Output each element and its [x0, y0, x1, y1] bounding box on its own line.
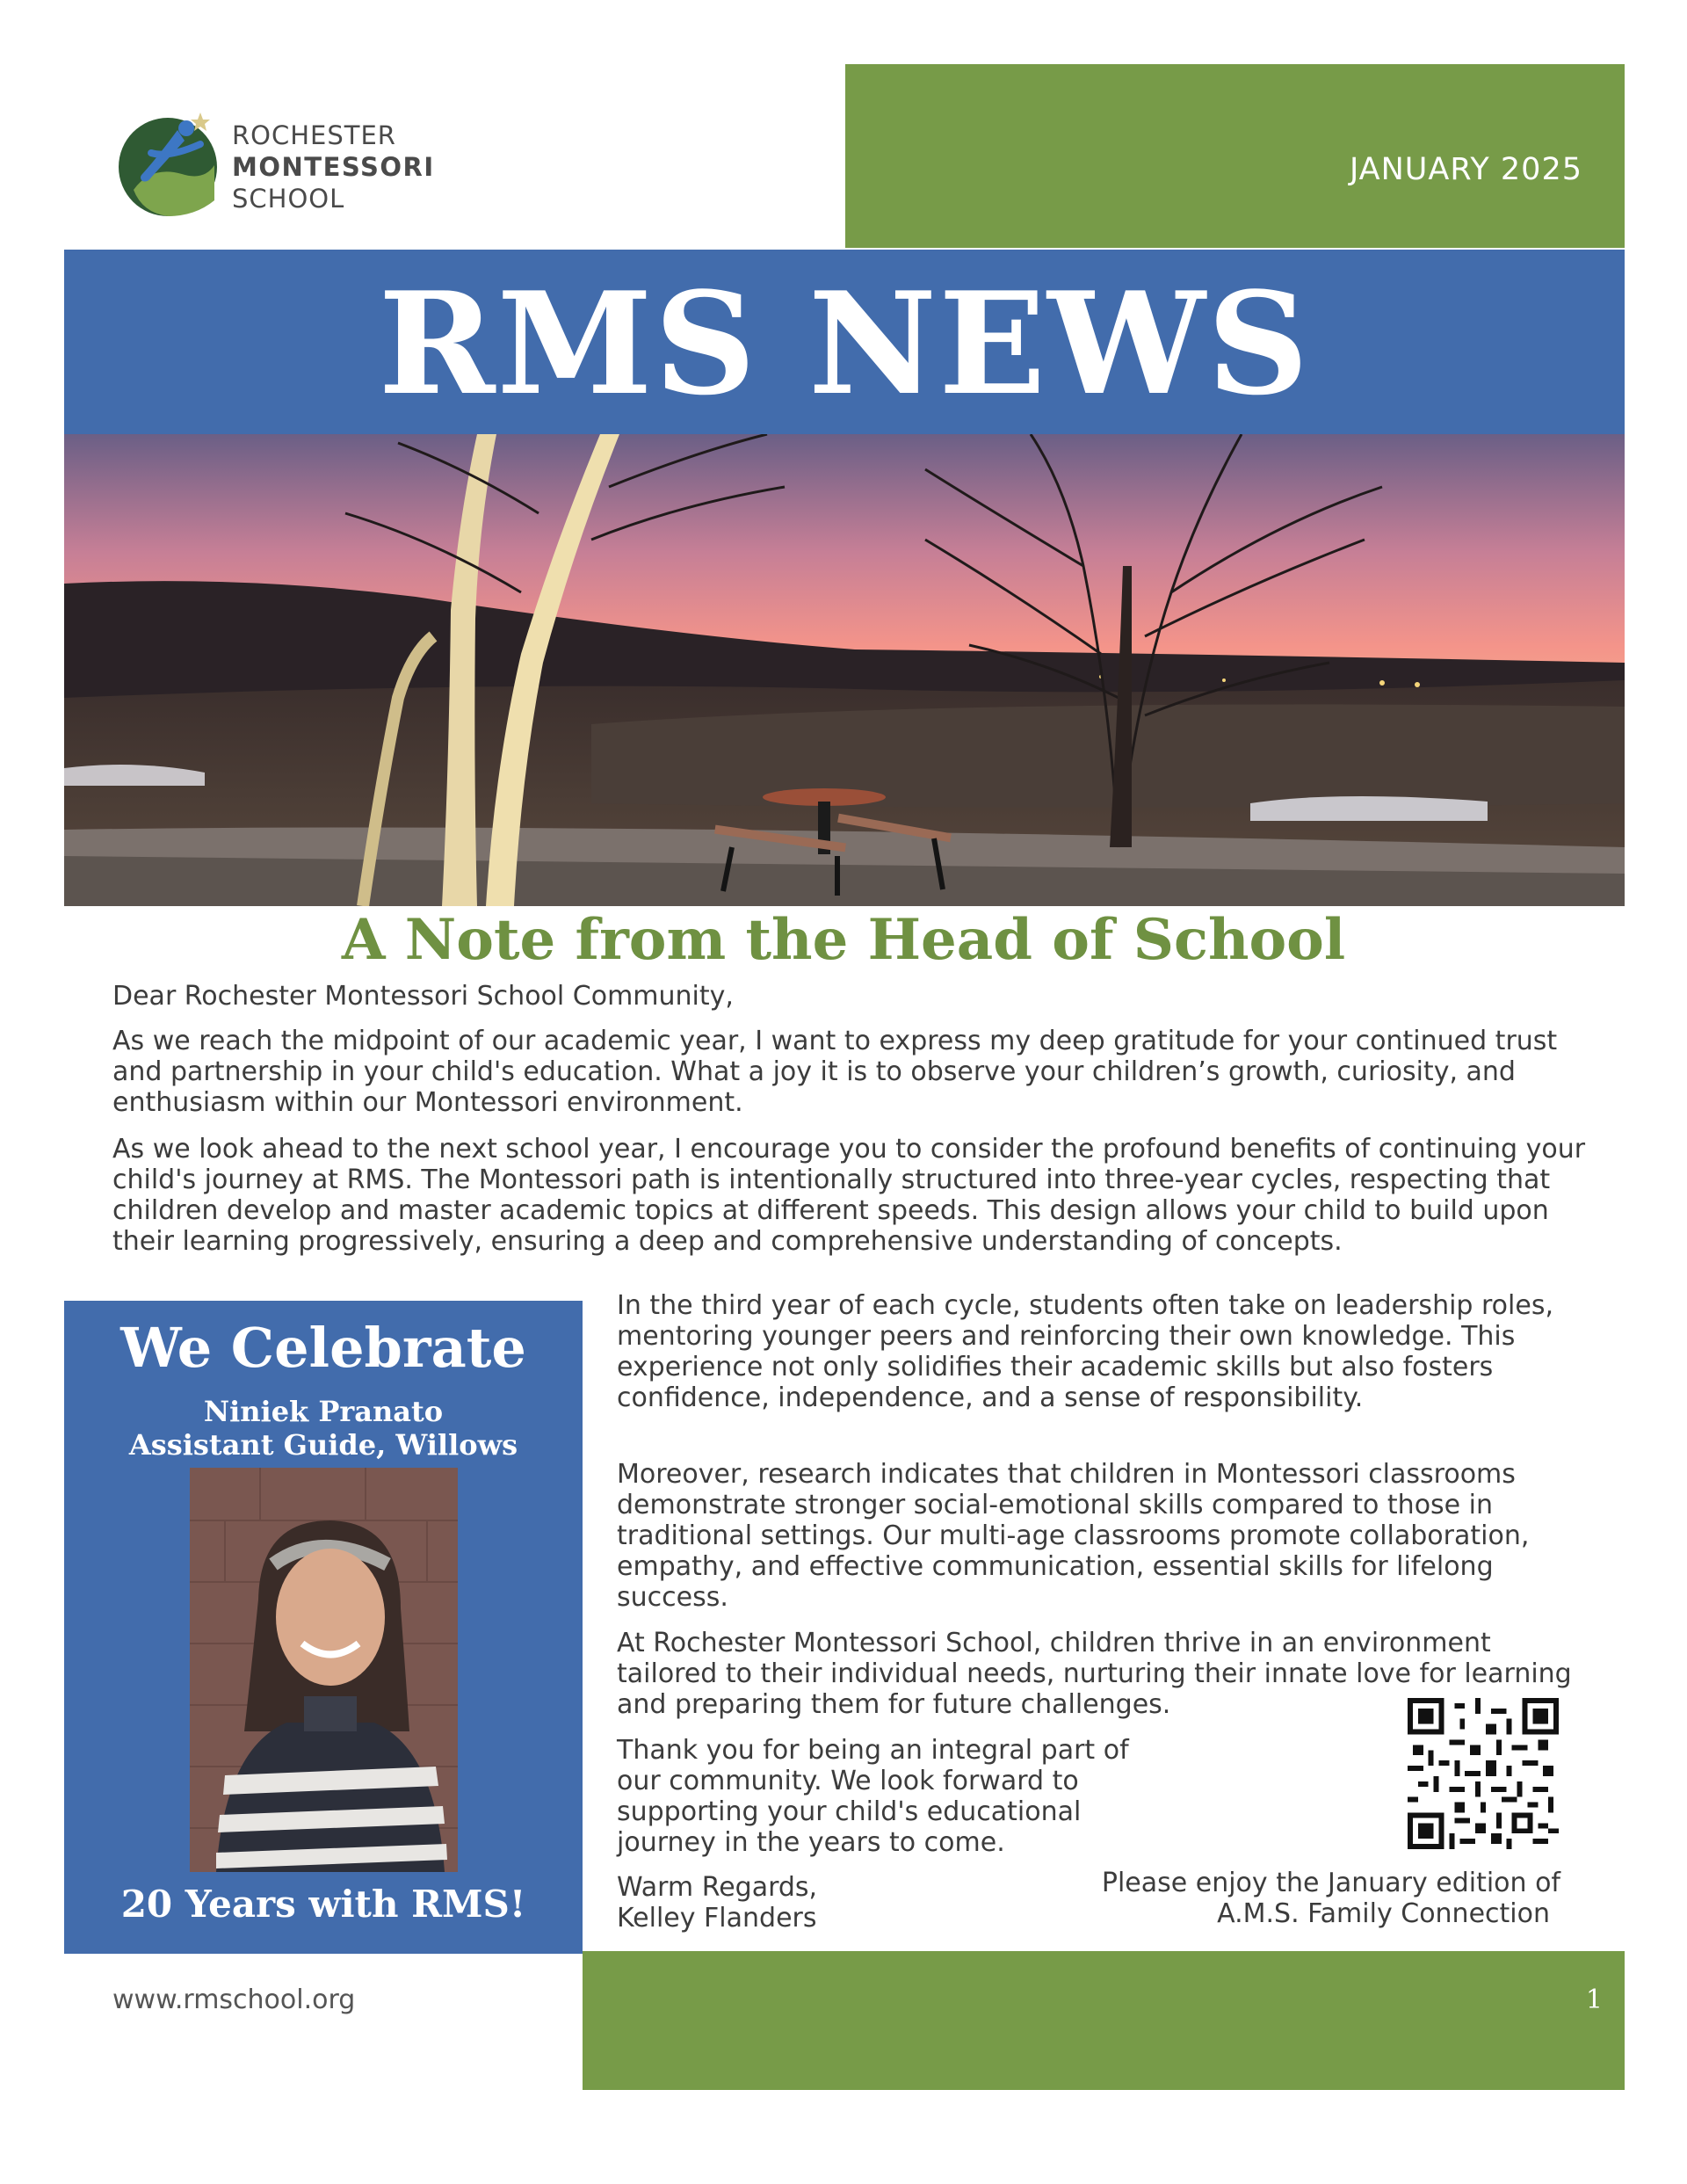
honoree-photo	[190, 1468, 458, 1872]
note-paragraph-2: As we look ahead to the next school year, I encourage you to consider the profound benefits of continuing your child's journey at RMS. The Montessori path is intentionally structured into three-year cycles, respecting that children develop and master academic topics at different speeds. This design allows your child to build upon their learning progressively, ensuring a deep and comprehensive understanding of concepts.	[112, 1134, 1586, 1257]
logo-line-school: SCHOOL	[232, 184, 345, 214]
celebrate-honoree	[64, 1395, 583, 1462]
note-paragraph-1: As we reach the midpoint of our academic year, I want to express my deep gratitude for your continued trust and partnership in your child's education. What a joy it is to observe your children’s growth, curiosity, and enthusiasm within our Montessori environment.	[112, 1026, 1558, 1118]
footer-green-block	[583, 1951, 1625, 2090]
celebrate-box	[64, 1301, 583, 1954]
note-paragraph-5: At Rochester Montessori School, children thrive in an environment tailored to their individual needs, nurturing their innate love for learning and preparing them for future challenges.	[617, 1628, 1572, 1720]
celebrate-title: We Celebrate	[120, 1316, 526, 1380]
enjoy-line-1: Please enjoy the January edition of	[1101, 1868, 1560, 1898]
family-connection-note	[1010, 1868, 1560, 1929]
closing-regards: Warm Regards,	[617, 1872, 818, 1903]
header-green-block	[845, 64, 1625, 248]
note-paragraph-6: Thank you for being an integral part of our community. We look forward to supporting your child's educational journey in the years to come.	[617, 1735, 1129, 1858]
enjoy-line-2: A.M.S. Family Connection	[1217, 1898, 1550, 1929]
note-paragraph-4: Moreover, research indicates that children in Montessori classrooms demonstrate stronger social-emotional skills compared to those in traditional settings. Our multi-age classrooms promote collaboration, empathy, and effective communication, essential skills for lifelong success.	[617, 1459, 1530, 1613]
note-paragraph-3: In the third year of each cycle, students often take on leadership roles, mentoring younger peers and reinforcing their own knowledge. This experience not only solidifies their academic skills but also fosters confidence, independence, and a sense of responsibility.	[617, 1290, 1553, 1413]
qr-code-icon[interactable]	[1408, 1698, 1559, 1849]
issue-date: JANUARY 2025	[1349, 152, 1582, 187]
note-salutation: Dear Rochester Montessori School Community,	[112, 981, 734, 1012]
honoree-role: Assistant Guide, Willows	[128, 1428, 518, 1462]
website-link[interactable]: www.rmschool.org	[112, 1984, 356, 2015]
logo-text	[232, 120, 435, 214]
logo-mark-icon	[116, 112, 220, 216]
sunset-photo	[64, 434, 1625, 906]
school-logo	[116, 104, 485, 227]
logo-line-rochester: ROCHESTER	[232, 120, 396, 150]
masthead-band	[64, 250, 1625, 434]
logo-line-montessori: MONTESSORI	[232, 152, 435, 182]
closing-signature: Kelley Flanders	[617, 1903, 817, 1934]
portrait-image	[190, 1468, 458, 1872]
honoree-name: Niniek Pranato	[203, 1395, 444, 1428]
celebrate-years: 20 Years with RMS!	[120, 1883, 526, 1926]
sunset-landscape-image	[64, 434, 1625, 906]
note-section-title: A Note from the Head of School	[341, 907, 1346, 973]
page-number: 1	[1585, 1984, 1603, 2015]
masthead-title: RMS NEWS	[378, 261, 1311, 426]
note-closing	[617, 1872, 968, 1934]
